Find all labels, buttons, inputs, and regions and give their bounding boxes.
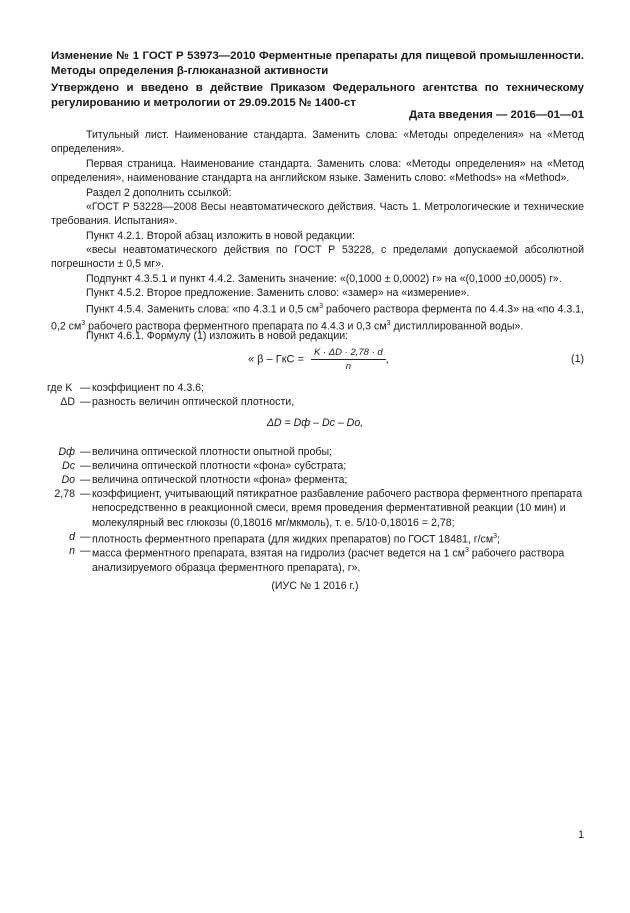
paragraph-section-2: Раздел 2 дополнить ссылкой: bbox=[86, 187, 232, 199]
paragraph-gost-reference: «ГОСТ Р 53228—2008 Весы неавтоматического действия. Часть 1. Метрологические и технические требования. Испытания». bbox=[51, 201, 584, 228]
paragraph-title-page: Титульный лист. Наименование стандарта. Заменить слова: «Методы определения» на «Метод определения». bbox=[51, 129, 584, 156]
formula-fraction: $\frac{K \cdot \Delta D \cdot 2,78 \cdot d}{n}$ bbox=[311, 347, 386, 372]
paragraph-4-5-2: Пункт 4.5.2. Второе предложение. Заменить слово: «замер» на «измерение». bbox=[86, 287, 470, 299]
formula-1: « β – ГкС = $\frac{K \cdot \Delta D \cdot 2,78 \cdot d}{n}$ , bbox=[248, 347, 389, 372]
amendment-title: Изменение № 1 ГОСТ Р 53973—2010 Ферментные препараты для пищевой промышленности. Методы определения β-глюканазной активности bbox=[51, 50, 584, 77]
ius-reference: (ИУС № 1 2016 г.) bbox=[271, 580, 359, 592]
formula-2: ΔD = Dф – Dс – Dо, bbox=[266, 417, 364, 429]
document-page: Изменение № 1 ГОСТ Р 53973—2010 Ферментные препараты для пищевой промышленности. Методы определения β-глюканазной активности Утверждено и введено в действие Приказом Федерального агентства по техническому регулированию и метрологии от 29.09.2015 № 1400-ст Дата введения — 2016—01—01 Титульный лист. Наименование стандарта. Заменить слова: «Методы определения» на «Метод определения». Первая страница. Наименование стандарта. Заменить слова: «Методы определения» на «Метод определения», наименование стандарта на английском языке. Заменить слово: «Methods» на «Method». Раздел 2 дополнить ссылкой: «ГОСТ Р 53228—2008 Весы неавтоматического действия. Часть 1. Метрологические и технические требования. Испытания». Пункт 4.2.1. Второй абзац изложить в новой редакции: «весы неавтоматического действия по ГОСТ Р 53228, с пределами допускаемой абсолютной погрешности ± 0,5 мг». Подпункт 4.3.5.1 и пункт 4.4.2. Заменить значение: «(0,1000 ± 0,0002) г» на «(0,1000 ±0,0005) г». Пункт 4.5.2. Второе предложение. Заменить слово: «замер» на «измерение». Пункт 4.5.4. Заменить слова: «по 4.3.1 и 0,5 $см^3$ рабочего раствора фермента по 4.4.3» на «по 4.3.1, 0,2 $см^3$ рабочего раствора ферментного препарата по 4.4.3 и 0,3 $см^3$ дистиллированной воды». Пункт 4.6.1. Формулу (1) изложить в новой редакции: « β – ГкС = $\frac{K \cdot \Delta D \cdot 2,78 \cdot d}{n}$ , (1) где K — коэффициент по 4.3.6; ΔD — разность величин оптической плотности, ΔD = Dф – Dс – Dо, Dф — величина оптической плотности опытной пробы; Dс — величина оптической плотности «фона» субстрата; Dо — величина оптической плотности «фона» фермента; 2,78 — коэффициент, учитывающий пятикратное разбавление рабочего раствора ферментного препарата непосредственно в реакционной смеси, время проведения ферментативной реакции (10 мин) и молекулярный вес глюкозы (0,18016 мг/мкмоль), т. е. 5/10·0,18016 = 2,78; d — плотность ферментного препарата (для жидких препаратов) по ГОСТ 18481, $г/см^3$; n — масса ферментного препарата, взятая на гидролиз (расчет ведется на 1 $см^3$ рабочего раствора анализируемого образца ферментного препарата), г». (ИУС № 1 2016 г.) 1 bbox=[0, 0, 630, 913]
paragraph-scales: «весы неавтоматического действия по ГОСТ Р 53228, с пределами допускаемой абсолютной погрешности ± 0,5 мг». bbox=[51, 244, 584, 271]
effective-date: Дата введения — 2016—01—01 bbox=[409, 109, 584, 121]
page-number: 1 bbox=[578, 829, 584, 841]
paragraph-first-page: Первая страница. Наименование стандарта. Заменить слова: «Методы определения» на «Метод определения», наименование стандарта на английском языке. Заменить слово: «Methods» на «Method». bbox=[51, 158, 584, 185]
paragraph-4-3-5-1: Подпункт 4.3.5.1 и пункт 4.4.2. Заменить значение: «(0,1000 ± 0,0002) г» на «(0,1000 ±0,0005) г». bbox=[86, 273, 562, 285]
paragraph-4-2-1: Пункт 4.2.1. Второй абзац изложить в новой редакции: bbox=[86, 230, 355, 242]
formula-number: (1) bbox=[571, 353, 584, 365]
paragraph-4-5-4: Пункт 4.5.4. Заменить слова: «по 4.3.1 и 0,5 $см^3$ рабочего раствора фермента по 4.4.3» на «по 4.3.1, 0,2 $см^3$ рабочего раствора ферментного препарата по 4.4.3 и 0,3 $см^3$ дистиллированной воды». bbox=[51, 303, 584, 333]
approval-statement: Утверждено и введено в действие Приказом Федерального агентства по техническому регулированию и метрологии от 29.09.2015 № 1400-ст bbox=[51, 82, 584, 109]
paragraph-4-6-1: Пункт 4.6.1. Формулу (1) изложить в новой редакции: bbox=[86, 330, 349, 342]
